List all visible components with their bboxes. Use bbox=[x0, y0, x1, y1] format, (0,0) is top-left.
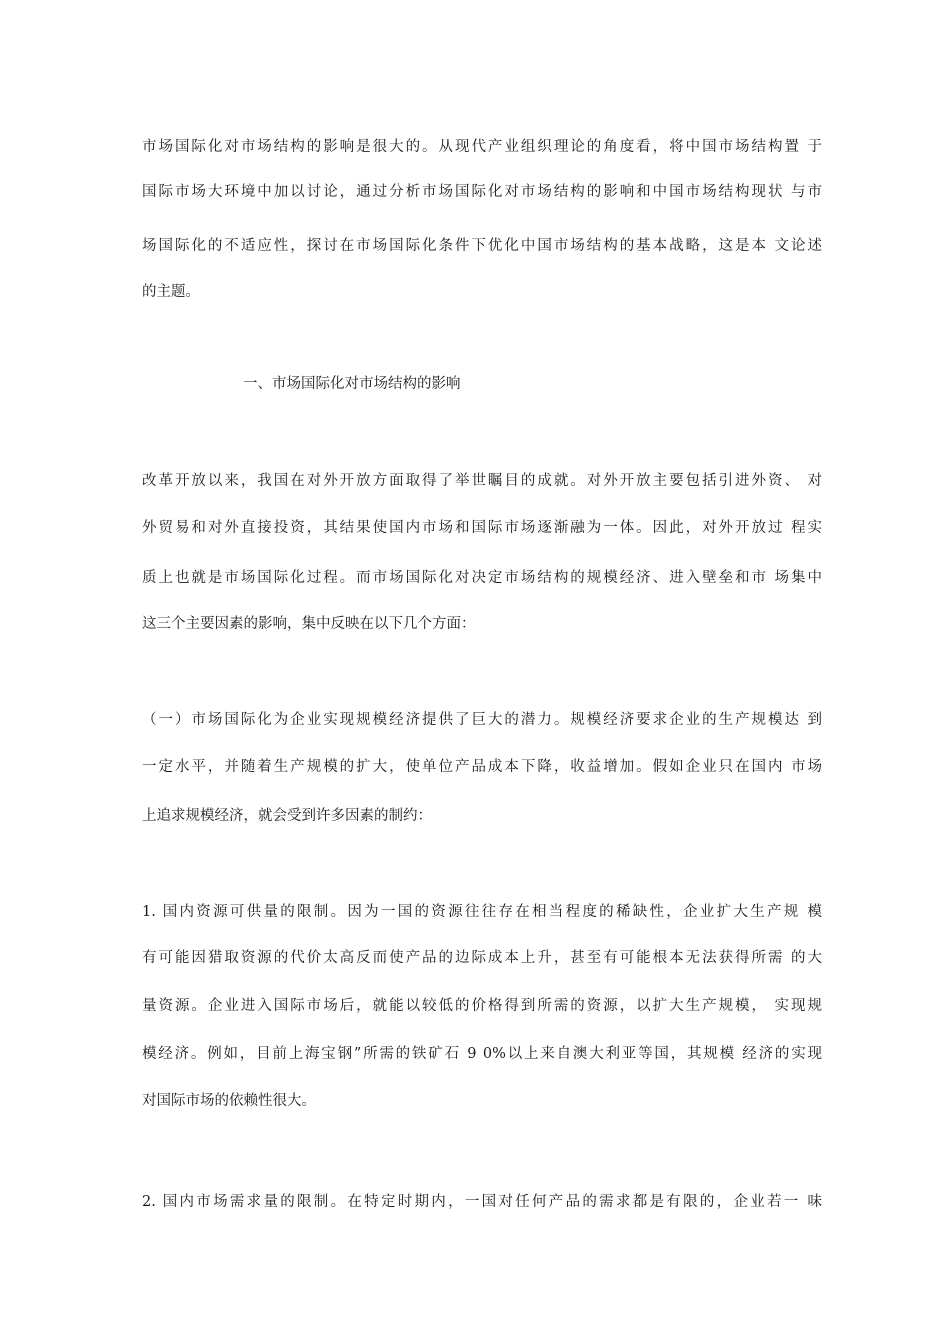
text-line: 2. 国内市场需求量的限制。在特定时期内，一国对任何产品的需求都是有限的，企业若一 味 bbox=[142, 1194, 822, 1210]
text-line: 量资源。企业进入国际市场后，就能以较低的价格得到所需的资源，以扩大生产规模， 实现规 bbox=[142, 998, 822, 1014]
text-line: 质上也就是市场国际化过程。而市场国际化对决定市场结构的规模经济、进入壁垒和市 场集中 bbox=[142, 570, 822, 586]
text-line: 模经济。例如，目前上海宝钢”所需的铁矿石 9 0%以上来自澳大利亚等国，其规模 经济的实现 bbox=[142, 1046, 822, 1062]
text-line: 市场国际化对市场结构的影响是很大的。从现代产业组织理论的角度看，将中国市场结构置 于 bbox=[142, 139, 822, 155]
text-line: 这三个主要因素的影响，集中反映在以下几个方面： bbox=[142, 616, 476, 632]
text-line: 外贸易和对外直接投资，其结果使国内市场和国际市场逐渐融为一体。因此，对外开放过 程实 bbox=[142, 520, 822, 536]
text-line: 对国际市场的依赖性很大。 bbox=[142, 1093, 316, 1109]
text-line: 场国际化的不适应性，探讨在市场国际化条件下优化中国市场结构的基本战略，这是本 文论述 bbox=[142, 238, 822, 254]
text-line: 一定水平，并随着生产规模的扩大，使单位产品成本下降，收益增加。假如企业只在国内 市场 bbox=[142, 759, 822, 775]
text-line: 的主题。 bbox=[142, 284, 200, 300]
text-line: （一）市场国际化为企业实现规模经济提供了巨大的潜力。规模经济要求企业的生产规模达 到 bbox=[142, 712, 822, 728]
section-heading: 一、市场国际化对市场结构的影响 bbox=[243, 376, 461, 392]
text-line: 1. 国内资源可供量的限制。因为一国的资源往往存在相当程度的稀缺性，企业扩大生产规 模 bbox=[142, 904, 822, 920]
text-line: 国际市场大环境中加以讨论，通过分析市场国际化对市场结构的影响和中国市场结构现状 与市 bbox=[142, 184, 822, 200]
text-line: 有可能因猎取资源的代价太高反而使产品的边际成本上升，甚至有可能根本无法获得所需 的大 bbox=[142, 950, 822, 966]
text-line: 改革开放以来，我国在对外开放方面取得了举世瞩目的成就。对外开放主要包括引进外资、 对 bbox=[142, 473, 822, 489]
text-line: 上追求规模经济，就会受到许多因素的制约： bbox=[142, 808, 432, 824]
